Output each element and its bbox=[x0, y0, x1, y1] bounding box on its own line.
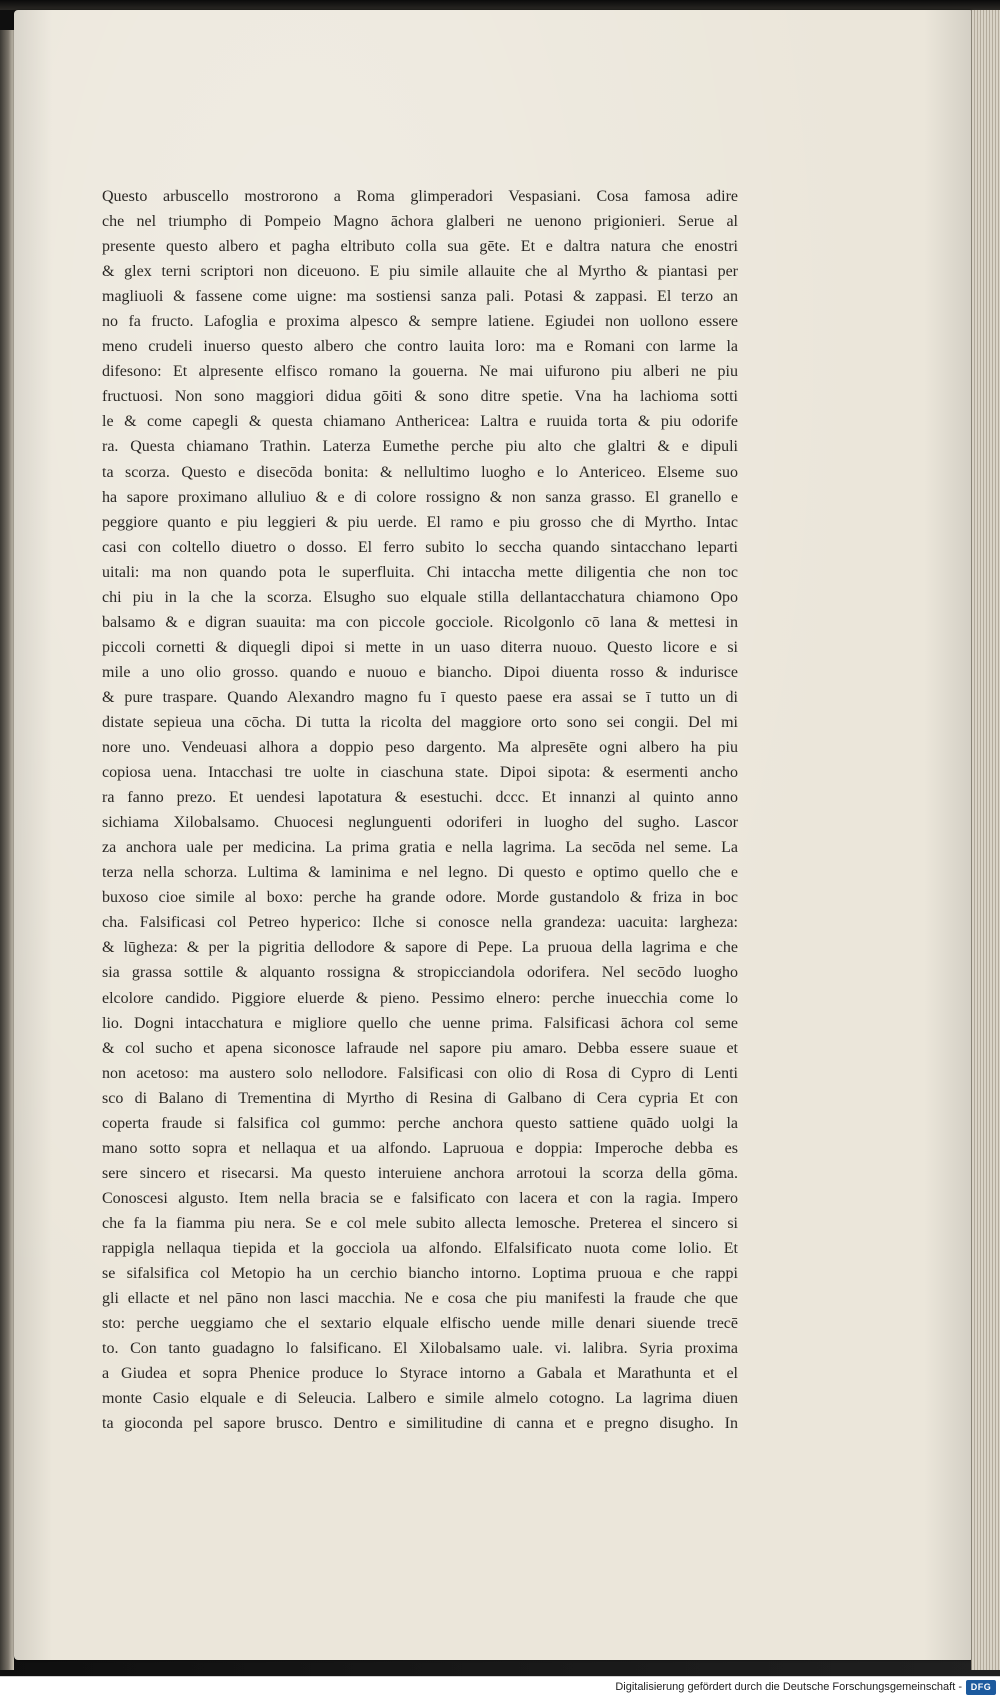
text-line: non acetoso: ma austero solo nellodore. Falsificasi con olio di Rosa di Cypro di Lenti bbox=[102, 1064, 738, 1082]
text-line: chi piu in la che la scorza. Elsugho suo elquale stilla dellantacchatura chiamono Opo bbox=[102, 588, 738, 606]
text-line: ta scorza. Questo e disecōda bonita: & nellultimo luogho e lo Antericeo. Elseme suo bbox=[102, 463, 738, 481]
text-line: ta gioconda pel sapore brusco. Dentro e similitudine di canna et e pregno disugho. In bbox=[102, 1415, 738, 1433]
text-line: piccoli cornetti & diquegli dipoi si mette in un uaso diterra nuouo. Questo licore e si bbox=[102, 638, 738, 656]
text-line: buxoso cioe simile al boxo: perche ha grande odore. Morde gustandolo & friza in boc bbox=[102, 889, 738, 907]
dfg-logo-icon bbox=[966, 1680, 996, 1695]
text-line: sichiama Xilobalsamo. Chuocesi neglunguenti odoriferi in luogho del sugho. Lascor bbox=[102, 814, 738, 832]
text-line: uitali: ma non quando pota le superfluita. Chi intaccha mette diligentia che non toc bbox=[102, 563, 738, 581]
text-line: & col sucho et apena siconosce lafraude nel sapore piu amaro. Debba essere suaue et bbox=[102, 1039, 738, 1057]
text-block bbox=[102, 184, 738, 1436]
text-line: sere sincero et risecarsi. Ma questo interuiene anchora arrotoui la scorza della gōma. bbox=[102, 1164, 738, 1182]
text-line: se sifalsifica col Metopio ha un cerchio biancho intorno. Loptima pruoua e che rappi bbox=[102, 1265, 738, 1283]
text-line: presente questo albero et pagha eltributo colla sua gēte. Et e daltra natura che enostri bbox=[102, 238, 738, 256]
text-line: ra. Questa chiamano Trathin. Laterza Eumethe perche piu alto che glaltri & e dipuli bbox=[102, 438, 738, 456]
text-line: coperta fraude si falsifica col gummo: perche anchora questo sattiene quādo uolgi la bbox=[102, 1114, 738, 1132]
text-line: terza nella schorza. Lultima & laminima e nel legno. Di questo e optimo quello che e bbox=[102, 864, 738, 882]
text-line: gli ellacte et nel pāno non lasci macchia. Ne e cosa che piu manifesti la fraude che que bbox=[102, 1290, 738, 1308]
text-line: ha sapore proximano alluliuo & e di colore rossigno & non sanza grasso. El granello e bbox=[102, 488, 738, 506]
text-line: to. Con tanto guadagno lo falsificano. El Xilobalsamo uale. vi. lalibra. Syria proxima bbox=[102, 1340, 738, 1358]
text-line: mano sotto sopra et nellaqua et ua alfondo. Lapruoua e doppia: Imperoche debba es bbox=[102, 1139, 738, 1157]
text-line: & lūgheza: & per la pigritia dellodore & sapore di Pepe. La pruoua della lagrima e che bbox=[102, 939, 738, 957]
text-line: Questo arbuscello mostrorono a Roma glimperadori Vespasiani. Cosa famosa adire bbox=[102, 188, 738, 205]
text-line: no fa fructo. Lafoglia e proxima alpesco & sempre latiene. Egiudei non uollono essere bbox=[102, 313, 738, 331]
text-line: Conoscesi algusto. Item nella bracia se e falsificato con lacera et con la ragia. Impero bbox=[102, 1189, 738, 1207]
text-line: ra fanno prezo. Et uendesi lapotatura & esestuchi. dccc. Et innanzi al quinto anno bbox=[102, 789, 738, 807]
text-line: difesono: Et alpresente elfisco romano la gouerna. Ne mai uifurono piu alberi ne piu bbox=[102, 363, 738, 381]
text-line: casi con coltello diuetro o dosso. El ferro subito lo seccha quando sintacchano leparti bbox=[102, 538, 738, 556]
text-line: copiosa uena. Intacchasi tre uolte in ciaschuna state. Dipoi sipota: & esermenti ancho bbox=[102, 764, 738, 782]
book-top-edge bbox=[0, 0, 1000, 10]
text-line: peggiore quanto e piu leggieri & piu uerde. El ramo e piu grosso che di Myrtho. Intac bbox=[102, 513, 738, 531]
text-line: magliuoli & fassene come uigne: ma sostiensi sanza pali. Potasi & zappasi. El terzo an bbox=[102, 288, 738, 306]
text-line: mile a uno olio grosso. quando e nuouo e biancho. Dipoi diuenta rosso & indurisce bbox=[102, 663, 738, 681]
text-line: sia grassa sottile & alquanto rossigna & stropicciandola odorifera. Nel secōdo luogho bbox=[102, 964, 738, 982]
text-line: che fa la fiamma piu nera. Se e col mele subito allecta lemosche. Preterea el sincero si bbox=[102, 1214, 738, 1232]
text-line: fructuosi. Non sono maggiori didua gōiti & sono ditre spetie. Vna ha lachioma sotti bbox=[102, 388, 738, 406]
book-page bbox=[14, 10, 972, 1660]
text-line: a Giudea et sopra Phenice produce lo Styrace intorno a Gabala et Marathunta et el bbox=[102, 1365, 738, 1383]
text-line: za anchora uale per medicina. La prima gratia e nella lagrima. La secōda nel seme. La bbox=[102, 839, 738, 857]
text-line: balsamo & e digran suauita: ma con piccole gocciole. Ricolgonlo cō lana & mettesi in bbox=[102, 613, 738, 631]
digitization-footer bbox=[0, 1676, 1000, 1699]
footer-credit: Digitalisierung gefördert durch die Deutsche Forschungsgemeinschaft - bbox=[615, 1681, 962, 1693]
text-line: & pure traspare. Quando Alexandro magno fu ī questo paese era assai se ī tutto un di bbox=[102, 688, 738, 706]
text-line: rappigla nellaqua tiepida et la gocciola ua alfondo. Elfalsificato nuota come lolio. Et bbox=[102, 1239, 738, 1257]
text-line: distate sepieua una cōcha. Di tutta la ricolta del maggiore orto sono sei congii. Del mi bbox=[102, 713, 738, 731]
text-line: sco di Balano di Trementina di Myrtho di Resina di Galbano di Cera cypria Et con bbox=[102, 1089, 738, 1107]
text-line: le & come capegli & questa chiamano Anthericea: Laltra e ruuida torta & piu odorife bbox=[102, 413, 738, 431]
page-stack-edge bbox=[971, 10, 1000, 1670]
page-gutter bbox=[0, 30, 14, 1670]
text-line: lio. Dogni intacchatura e migliore quello che uenne prima. Falsificasi āchora col seme bbox=[102, 1014, 738, 1032]
text-line: che nel triumpho di Pompeio Magno āchora glalberi ne uenono prigionieri. Serue al bbox=[102, 213, 738, 231]
text-line: sto: perche ueggiamo che el sextario elquale elfischo uende mille denari siuende trecē bbox=[102, 1315, 738, 1333]
text-line: cha. Falsificasi col Petreo hyperico: Ilche si conosce nella grandeza: uacuita: largheza: bbox=[102, 914, 738, 932]
text-line: elcolore candido. Piggiore eluerde & pieno. Pessimo elnero: perche inuecchia come lo bbox=[102, 989, 738, 1007]
text-line: monte Casio elquale e di Seleucia. Lalbero e simile almelo cotogno. La lagrima diuen bbox=[102, 1390, 738, 1408]
text-line: & glex terni scriptori non diceuono. E piu simile allauite che al Myrtho & piantasi per bbox=[102, 263, 738, 281]
text-line: nore uno. Vendeuasi alhora a doppio peso dargento. Ma alpresēte ogni albero ha piu bbox=[102, 739, 738, 757]
text-line: meno crudeli inuerso questo albero che contro lauita loro: ma e Romani con larme la bbox=[102, 338, 738, 356]
dfg-logo-text: DFG bbox=[970, 1682, 992, 1692]
